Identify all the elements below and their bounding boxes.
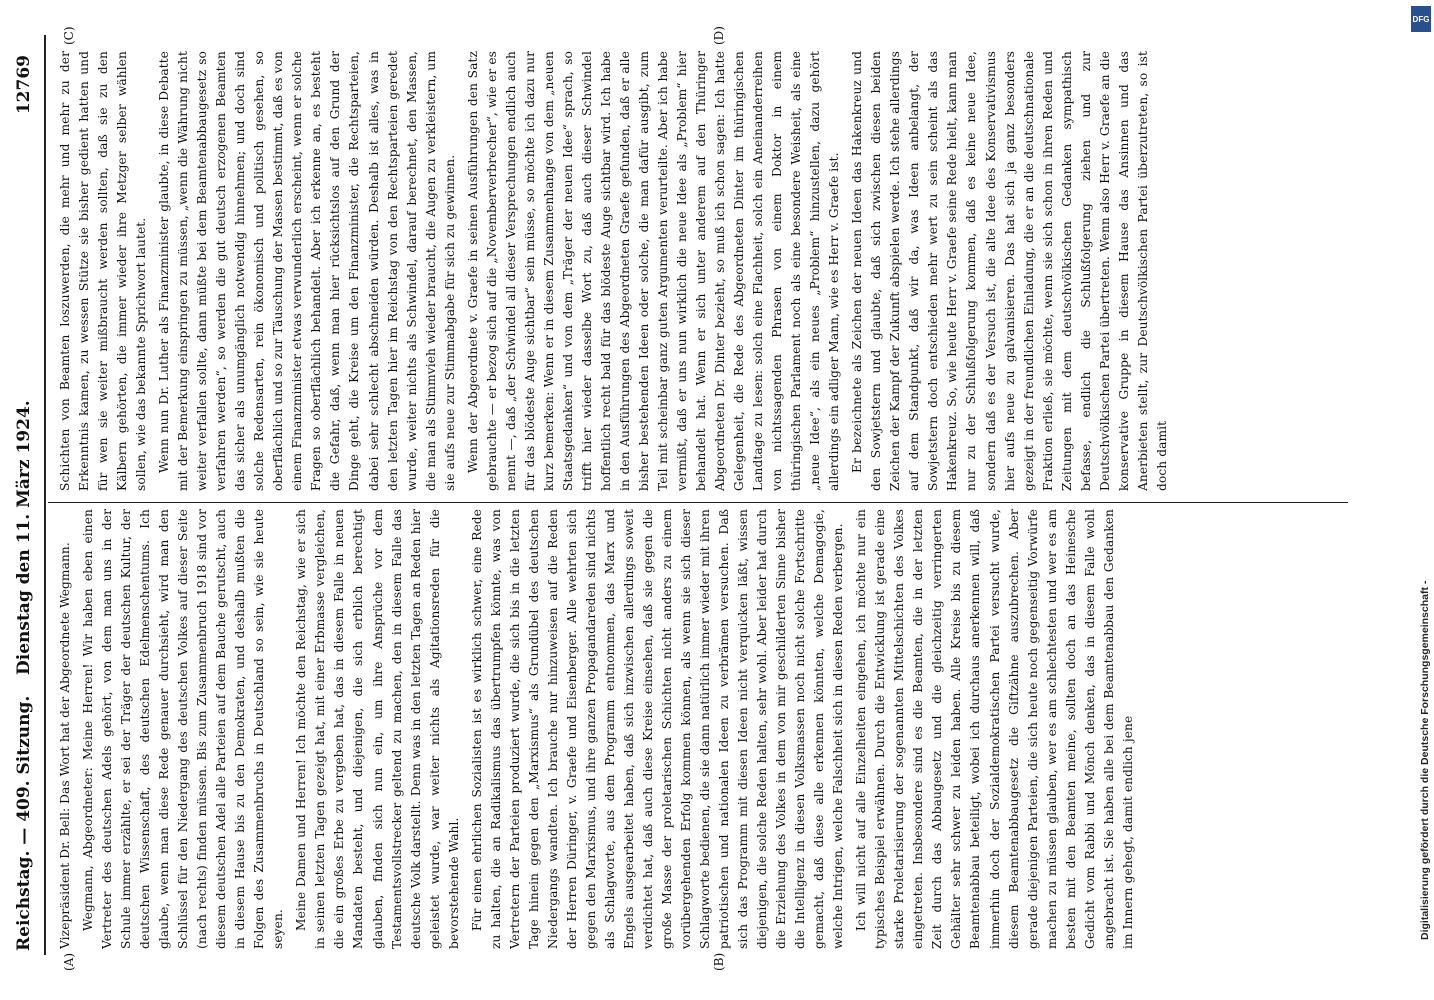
paragraph: Er bezeichnete als Zeichen der neuen Ideen das Hakenkreuz und den Sowjetstern und glaubte, daß sich zwischen diesen beiden Zeichen der Kampf der Zukunft abspielen werde. Ich stehe allerdings auf dem Standpunkt, daß wir da, was Ideen anbelangt, der Sowjetstern doch entschieden mehr wert zu sein scheint als das Hakenkreuz. So, wie heute Herr v. Graefe seine Rede hielt, kann man nur zu der Schlußfolgerung kommen, daß es keine neue Idee, sondern daß es der Versuch ist, die alte Idee des Konservativismus hier aufs neue zu galvanisieren. Das hat sich ja ganz besonders gezeigt in der freundlichen Einladung, die er an die deutschnationale Fraktion erließ, sie möchte, wenn sie sich schon in ihren Reden und Zeitungen mit dem deutschvölkischen Gedanken sympathisch befasse, endlich die Schlußfolgerung ziehen und zur Deutschvölkischen Partei übertreten. Wenn also Herr v. Graefe an die konservative Gruppe in diesem Hause das Ansinnen und das Anerbieten stellt, zur Deutschvölkischen Partei überzutreten, so ist doch damit bbox=[850, 51, 1169, 491]
rotated-page bbox=[12, 25, 1412, 975]
paragraph: Schichten von Beamten loszuwerden, die mehr und mehr zu der Erkenntnis kamen, zu wessen Stütze sie bisher gedient hatten und für wen sie weiter mißbraucht werden sollten, daß sie zu den Kälbern gehörten, die immer wieder ihre Metzger selber wählen sollen, wie das bekannte Sprichwort lautet. bbox=[58, 51, 149, 491]
header-rule bbox=[44, 35, 46, 955]
digitization-sidebar bbox=[1405, 40, 1431, 960]
margin-marker-a: (A) bbox=[62, 952, 76, 971]
page-number: 12769 bbox=[14, 55, 34, 115]
paragraph: Wenn nun Dr. Luther als Finanzminister glaubte, in diese Debatte mit der Bemerkung einspringen zu müssen, „wenn die Währung nicht weiter verfallen sollte, dann müßte bei dem Beamtenabbaugesetz so verfahren werden“, so werden die gut deutsch erzogenen Beamten das sicher als unumgänglich notwendig hinnehmen; und doch sind solche Redensarten, rein ökonomisch und politisch gesehen, so oberflächlich und so zur Täuschung der Massen bestimmt, daß es von einem Finanzminister etwas verwunderlich erscheint, wenn er solche Fragen so oberflächlich behandelt. Aber ich erkenne an, es besteht die Gefahr, daß, wenn man hier rücksichtslos auf den Grund der Dinge geht, die Kreise um den Finanzminister, die Rechtsparteien, dabei sehr schlecht abschneiden würden. Deshalb ist alles, was in den letzten Tagen hier im Reichstag von den Rechtsparteien geredet wurde, weiter nichts als Schwindel, darauf berechnet, den Massen, die man als Stimmvieh wieder braucht, die Augen zu verkleistern, um sie aufs neue zur Stimmabgabe für sich zu gewinnen. bbox=[157, 51, 457, 491]
header-date: Dienstag den 11. März 1924. bbox=[14, 400, 34, 675]
paragraph: Vizepräsident Dr. Bell: Das Wort hat der Abgeordnete Wegmann. bbox=[58, 542, 72, 949]
paragraph: Wegmann, Abgeordneter: Meine Herren! Wir haben eben einen Vertreter des deutschen Adels gehört, von dem man uns in der Schule immer erzählte, er sei der Träger der deutschen Kultur, der deutschen Wissenschaft, des deutschen Edelmenschentums. Ich glaube, wenn man diese Rede genauer durchsieht, wird man den Schlüssel für den Niedergang des deutschen Volkes auf dieser Seite (nach rechts) finden müssen. Bis zum Zusammenbruch 1918 sind vor diesem deutschen Adel alle Parteien auf dem Bauche gerutscht, auch in diesem Hause bis zu den Demokraten, und deshalb mußten die Folgen des Zusammenbruchs in Deutschland so sein, wie sie heute seyen. bbox=[81, 509, 286, 949]
paragraph: Meine Damen und Herren! Ich möchte den Reichstag, wie er sich in seinen letzten Tagen gezeigt hat, mit einer Erbmasse vergleichen, die ein großes Erbe zu vergeben hat, das in diesem Falle in neuen Mandaten besteht, und diejenigen, die sich erblich berechtigt glauben, finden sich nun ein, um ihre Ansprüche vor dem Testamentsvollstrecker geltend zu machen, den in diesem Falle das deutsche Volk darstellt. Denn was in den letzten Tagen an Reden hier geleistet wurde, war weiter nichts als Agitationsreden für die bevorstehende Wahl. bbox=[294, 509, 461, 949]
margin-marker-d: (D) bbox=[712, 26, 726, 45]
digitization-note: Digitalisierung gefördert durch die Deutsche Forschungsgemeinschaft - bbox=[1419, 580, 1431, 940]
column-divider bbox=[48, 502, 1348, 503]
left-column bbox=[56, 509, 1356, 949]
page-header bbox=[12, 25, 40, 975]
paragraph: Für einen ehrlichen Sozialisten ist es wirklich schwer, eine Rede zu halten, die an Radikalismus das übertrumpfen könnte, was von Vertretern der Parteien produziert wurde, die sich bis in die letzten Tage hinein gegen den „Marxismus“ als Grundübel des deutschen Niedergangs wandten. Ich brauche nur hinzuweisen auf die Reden der Herren Düringer, v. Graefe und Eisenberger. Alle wehrten sich gegen den Marxismus, und ihre ganzen Propagandareden sind nichts als Schlagworte, aus dem Programm entnommen, das Marx und Engels ausgearbeitet haben, daß sich inzwischen allerdings soweit verdichtet hat, daß auch diese Kreise einsehen, daß sie gegen die große Masse der proletarischen Schichten nicht anders zu einem vorübergehenden Erfolg kommen können, als wenn sie sich dieser Schlagworte bedienen, die sie dann natürlich immer wieder mit ihren patriotischen und nationalen Ideen zu verbrämen versuchen. Daß sich das Programm mit diesen Ideen nicht verquicken läßt, wissen diejenigen, die solche Reden halten, sehr wohl. Aber leider hat durch die Erziehung des Volkes in dem von mir geschilderten Sinne bisher die Intelligenz in diesen Volksmassen noch nicht solche Fortschritte gemacht, daß diese alle erkennen könnten, welche Demagogie, welche Intrigen, welche Falschheit sich in diesen Reden verbergen. bbox=[469, 509, 846, 949]
header-left: Reichstag. — 409. Sitzung. bbox=[14, 695, 34, 951]
margin-marker-c: (C) bbox=[62, 26, 76, 45]
dfg-logo: DFG bbox=[1411, 6, 1431, 32]
paragraph: Ich will nicht auf alle Einzelheiten eingehen, ich möchte nur ein typisches Beispiel erwähnen. Durch die Entwicklung ist gerade eine starke Proletarisierung der sogenannten Mittelschichten des Volkes eingetreten. Insbesondere sind es die Beamten, die in der letzten Zeit durch das Abbaugesetz und die gleichzeitig verringerten Gehälter sehr schwer zu leiden haben. Alle Kreise bis zu diesem Beamtenabbau beteiligt, wobei ich durchaus anerkennen will, daß immerhin doch der Sozialdemokratischen Partei versucht wurde, diesem Beamtenabbaugesetz die Giftzähne auszubrechen. Aber gerade diejenigen Parteien, die sich heute noch gegenseitig Vorwürfe machen zu müssen glauben, wer es am schlechtesten und wer es am besten mit den Beamten meine, sollten doch an das Heinesche Gedicht vom Rabbi und Mönch denken, das in diesem Falle wohl angebracht ist. Sie haben alle bei dem Beamtenabbau den Gedanken im Innern gehegt, damit endlich jene bbox=[854, 509, 1135, 949]
margin-marker-b: (B) bbox=[712, 952, 726, 971]
right-column bbox=[56, 51, 1356, 491]
paragraph: Wenn der Abgeordnete v. Graefe in seinen Ausführungen den Satz gebrauchte — er bezog sich auf die „Novemberverbrecher“, wie er es nennt —, daß „der Schwindel all dieser Versprechungen endlich auch für das blödeste Auge sichtbar“ sein müsse, so möchte ich dazu nur kurz bemerken: Wenn er in diesem Zusammenhange von dem „neuen Staatsgedanken“ und von dem „Träger der neuen Idee“ sprach, so trifft hier wieder dasselbe Wort zu, daß auch dieser Schwindel hoffentlich recht bald für das blödeste Auge sichtbar wird. Ich habe in den Ausführungen des Abgeordneten Graefe gefunden, daß er alle bisher bestehenden Ideen oder solche, die man dafür ausgibt, zum Teil mit scheinbar ganz guten Argumenten verurteilte. Aber ich habe vermißt, daß er uns nun wirklich die neue Idee als „Problem“ hier behandelt hat. Wenn er sich unter anderem auf den Thüringer Abgeordneten Dr. Dinter bezieht, so muß ich schon sagen: Ich hatte Gelegenheit, die Rede des Abgeordneten Dinter im thüringischen Landtage zu lesen: solch eine Flachheit, solch ein Aneinanderreihen von nichtssagenden Phrasen von einem Doktor in einem thüringischen Parlament noch als eine besondere Weisheit, als eine „neue Idee“, als ein neues „Problem“ hinzustellen, dazu gehört allerdings ein adliger Mann, wie es Herr v. Graefe ist. bbox=[465, 51, 842, 491]
